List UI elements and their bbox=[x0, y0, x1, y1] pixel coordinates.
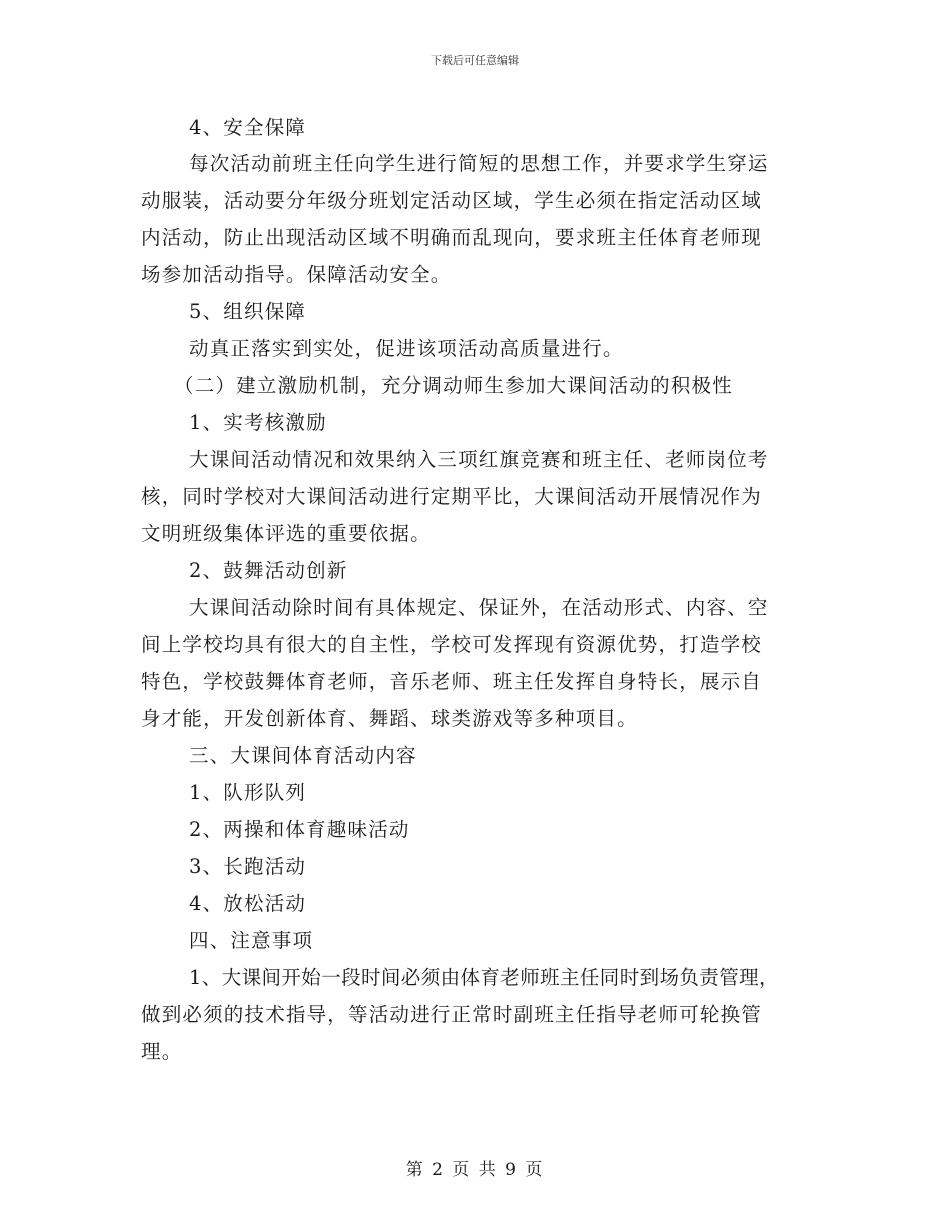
heading-organization: 5、组织保障 bbox=[189, 300, 307, 323]
list-item: 4、放松活动 bbox=[189, 892, 307, 915]
paragraph-line: 每次活动前班主任向学生进行简短的思想工作，并要求学生穿运 bbox=[189, 152, 769, 175]
paragraph-line: 理。 bbox=[141, 1040, 183, 1063]
paragraph-line: 间上学校均具有很大的自主性，学校可发挥现有资源优势，打造学校 bbox=[141, 633, 763, 656]
paragraph-line: 内活动，防止出现活动区域不明确而乱现向，要求班主任体育老师现 bbox=[141, 226, 763, 249]
heading-assessment: 1、实考核激励 bbox=[189, 411, 327, 434]
paragraph-line: 特色，学校鼓舞体育老师，音乐老师、班主任发挥自身特长，展示自 bbox=[141, 670, 763, 693]
list-item: 1、队形队列 bbox=[189, 781, 307, 804]
header-note: 下载后可任意编辑 bbox=[431, 54, 519, 67]
list-item: 2、两操和体育趣味活动 bbox=[189, 818, 410, 841]
heading-innovation: 2、鼓舞活动创新 bbox=[189, 559, 348, 582]
section-heading-incentive: （二）建立激励机制，充分调动师生参加大课间活动的积极性 bbox=[174, 374, 733, 397]
paragraph-line: 核，同时学校对大课间活动进行定期平比，大课间活动开展情况作为 bbox=[141, 485, 763, 508]
paragraph-line: 做到必须的技术指导，等活动进行正常时副班主任指导老师可轮换管 bbox=[141, 1003, 763, 1026]
page-number-footer: 第 2 页 共 9 页 bbox=[405, 1160, 545, 1180]
paragraph-line: 1、大课间开始一段时间必须由体育老师班主任同时到场负责管理， bbox=[189, 966, 779, 989]
paragraph-line: 动真正落实到实处，促进该项活动高质量进行。 bbox=[189, 337, 624, 360]
paragraph-line: 动服装，活动要分年级分班划定活动区域，学生必须在指定活动区域 bbox=[141, 189, 763, 212]
paragraph-line: 文明班级集体评选的重要依据。 bbox=[141, 522, 431, 545]
paragraph-line: 大课间活动情况和效果纳入三项红旗竞赛和班主任、老师岗位考 bbox=[189, 448, 769, 471]
paragraph-line: 场参加活动指导。保障活动安全。 bbox=[141, 263, 452, 286]
section-heading-content: 三、大课间体育活动内容 bbox=[189, 744, 417, 767]
heading-safety: 4、安全保障 bbox=[189, 116, 307, 139]
list-item: 3、长跑活动 bbox=[189, 855, 307, 878]
section-heading-notes: 四、注意事项 bbox=[189, 929, 314, 952]
paragraph-line: 身才能，开发创新体育、舞蹈、球类游戏等多种项目。 bbox=[141, 707, 638, 730]
paragraph-line: 大课间活动除时间有具体规定、保证外，在活动形式、内容、空 bbox=[189, 596, 769, 619]
